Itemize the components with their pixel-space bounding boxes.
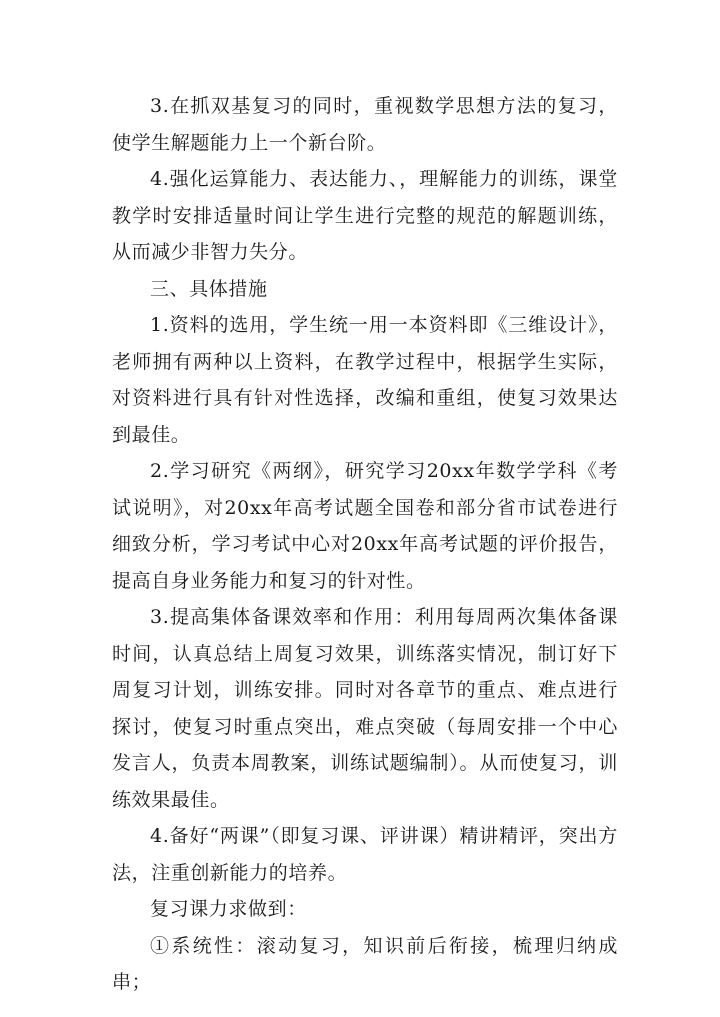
paragraph-ability-training: 4.强化运算能力、表达能力、，理解能力的训练，课堂教学时安排适量时间让学生进行完整的规范的解题训练，从而减少非智力失分。 [112, 168, 618, 263]
paragraph-collective-lesson-prep: 3.提高集体备课效率和作用：利用每周两次集体备课时间，认真总结上周复习效果，训练落实情况，制订好下周复习计划，训练安排。同时对各章节的重点、难点进行探讨，使复习时重点突出，难点突破（每周安排一个中心发言人，负责本周教案，训练试题编制）。从而使复习，训练效果最佳。 [112, 606, 618, 811]
document-body [112, 88, 618, 1001]
paragraph-two-lessons: 4.备好“两课”（即复习课、评讲课）精讲精评，突出方法，注重创新能力的培养。 [112, 825, 618, 884]
list-item-systematic: ①系统性：滚动复习，知识前后衔接，梳理归纳成串； [112, 934, 618, 993]
paragraph-review-lesson-goals: 复习课力求做到： [150, 898, 307, 920]
paragraph-review-thinking-methods: 3.在抓双基复习的同时，重视数学思想方法的复习，使学生解题能力上一个新台阶。 [112, 95, 618, 154]
section-heading-specific-measures: 三、具体措施 [150, 277, 268, 300]
paragraph-study-outlines: 2.学习研究《两纲》，研究学习20xx年数学学科《考试说明》，对20xx年高考试题全国卷和部分省市试卷进行细致分析，学习考试中心对20xx年高考试题的评价报告，提高自身业务能力和复习的针对性。 [112, 460, 618, 592]
paragraph-material-selection: 1.资料的选用，学生统一用一本资料即《三维设计》，老师拥有两种以上资料，在教学过程中，根据学生实际，对资料进行具有针对性选择，改编和重组，使复习效果达到最佳。 [112, 314, 618, 446]
